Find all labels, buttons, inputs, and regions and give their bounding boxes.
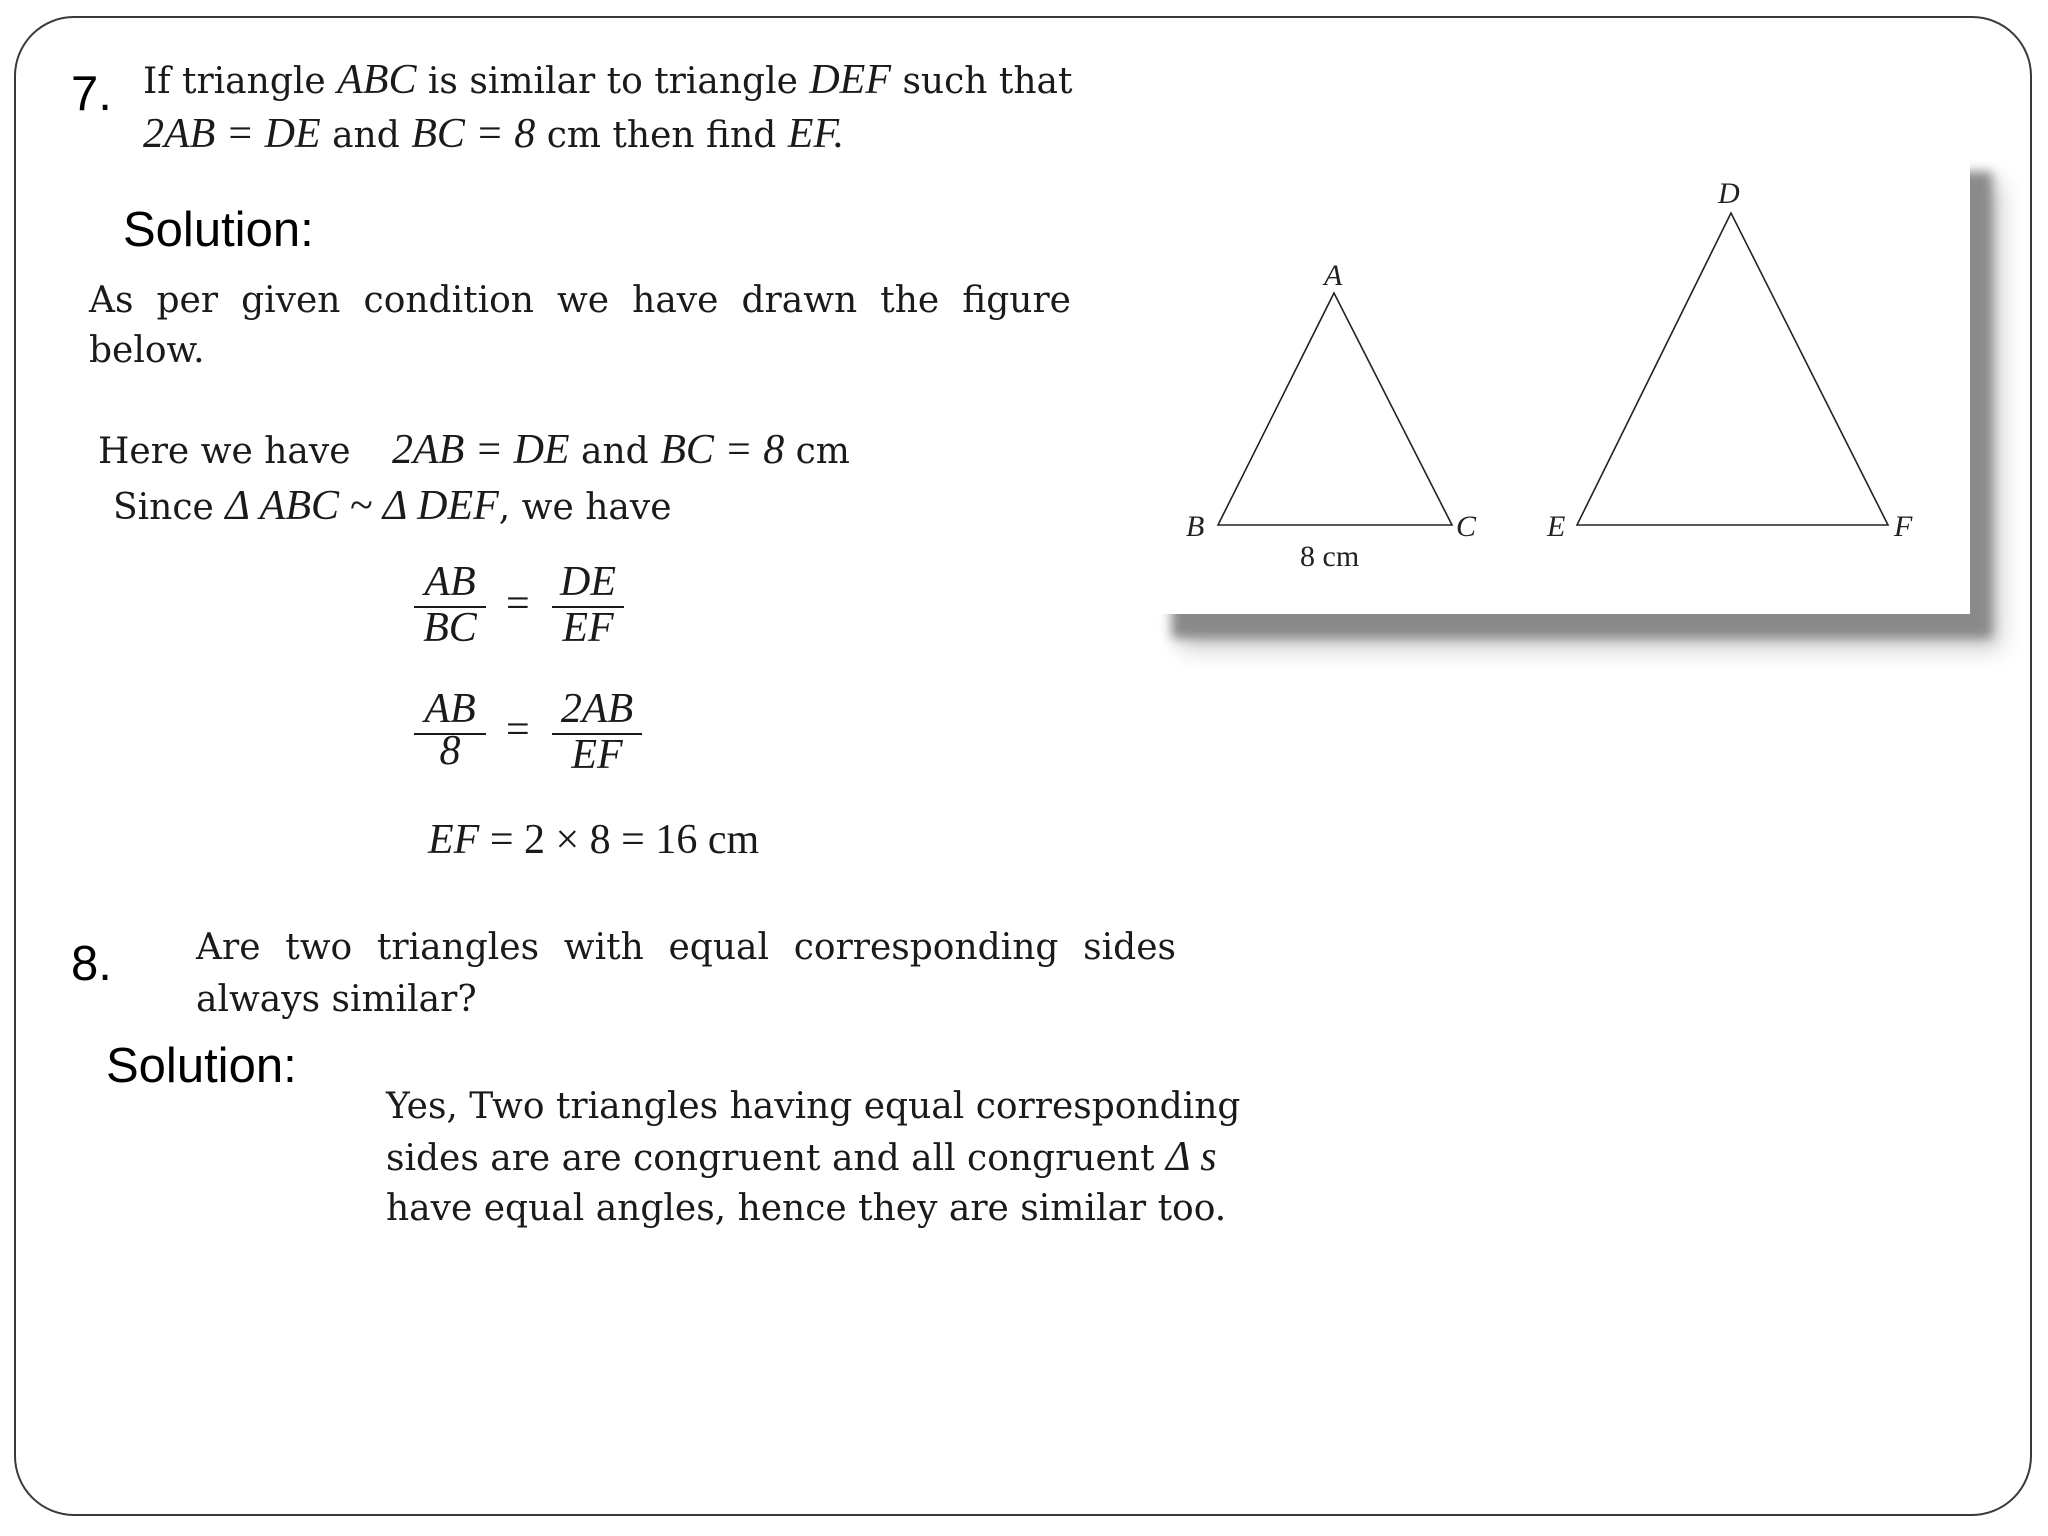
solution-8-line2: sides are are congruent and all congruent Δ s	[386, 1134, 1217, 1180]
eq1-left-fraction: AB BC	[412, 558, 488, 658]
eq2-equals: =	[506, 707, 530, 753]
vertex-d-label: D	[1718, 177, 1740, 210]
solution-7-intro	[89, 276, 1071, 376]
solution-7-given: Here we have 2AB = DE and BC = 8 cm	[98, 427, 850, 473]
solution-8-line3: have equal angles, hence they are similar too.	[386, 1188, 1227, 1229]
solution-8-line1: Yes, Two triangles having equal corresponding	[386, 1086, 1241, 1127]
triangle-abc	[1218, 293, 1452, 525]
vertex-f-label: F	[1894, 510, 1913, 543]
solution-8-label: Solution:	[106, 1039, 297, 1093]
question-8-line2: always similar?	[196, 979, 477, 1020]
eq2-left-fraction: AB 8	[412, 685, 488, 785]
eq1-right-fraction: DE EF	[550, 558, 626, 658]
base-bc-length-label: 8 cm	[1300, 540, 1360, 573]
triangles-diagram	[1150, 148, 1970, 614]
solution-8-text	[386, 1082, 1241, 1234]
solution-7-intro-line1: As per given condition we have drawn the figure	[89, 280, 1071, 321]
question-7-number: 7.	[71, 67, 112, 121]
eq1-equals: =	[506, 581, 530, 627]
solution-7-similarity: Since Δ ABC ~ Δ DEF, we have	[113, 483, 672, 529]
triangles-figure	[1150, 148, 1970, 614]
solution-7-label: Solution:	[123, 203, 314, 257]
vertex-c-label: C	[1456, 510, 1477, 543]
vertex-e-label: E	[1547, 510, 1566, 543]
question-8-line1: Are two triangles with equal corresponding sides	[196, 927, 1176, 968]
question-8-number: 8.	[71, 937, 112, 991]
eq3-result: EF = 2 × 8 = 16 cm	[428, 817, 760, 863]
vertex-a-label: A	[1324, 259, 1343, 292]
vertex-b-label: B	[1186, 510, 1205, 543]
question-7-text: If triangle ABC is similar to triangle DEF such that 2AB = DE and BC = 8 cm then find EF.	[143, 57, 1073, 157]
solution-7-intro-line2: below.	[89, 330, 205, 371]
eq2-right-fraction: 2AB EF	[550, 685, 644, 785]
question-8-text	[196, 922, 1176, 1026]
triangle-def	[1577, 213, 1888, 525]
